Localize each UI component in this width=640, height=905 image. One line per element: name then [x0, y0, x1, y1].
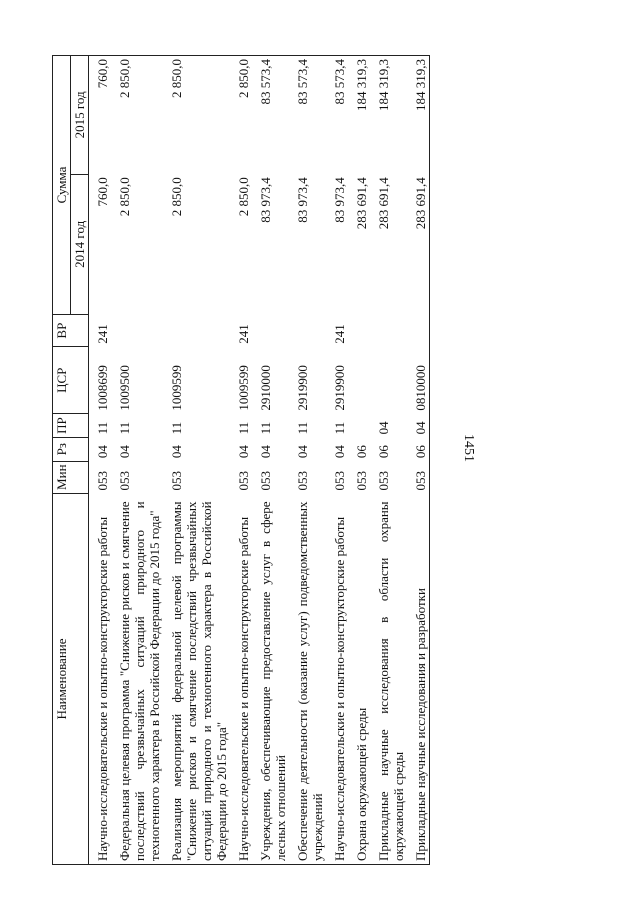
cell-vr: [348, 314, 370, 346]
cell-min: 053: [332, 470, 347, 491]
cell-vr: 241: [332, 324, 347, 344]
cell-name: Реализация мероприятий федеральной целевой программы "Снижение рисков и смягчение последствий чрезвычайных ситуаций природного и техногенного характера в Российской Федерации до 2015 года": [163, 493, 230, 864]
cell-rz: 06: [354, 445, 369, 459]
cell-rz: 06: [376, 445, 391, 459]
cell-rz: 06: [407, 437, 430, 461]
cell-pr: 11: [332, 421, 347, 435]
cell-min: 053: [95, 470, 110, 491]
cell-vr: 241: [95, 324, 110, 344]
cell-csr: 2919900: [295, 365, 310, 411]
cell-sum-2014: 2 850,0: [117, 177, 132, 217]
cell-name: Прикладные научные исследования в области охраны окружающей среды: [370, 493, 407, 864]
cell-min: 053: [376, 470, 391, 491]
page-number: 1451: [461, 434, 476, 462]
table-row: [370, 56, 407, 865]
table-header: [53, 56, 89, 865]
table-row: [163, 56, 230, 865]
cell-name: Обеспечение деятельности (оказание услуг) подведомственных учреждений: [289, 493, 326, 864]
cell-pr: 11: [295, 421, 310, 435]
table-row: [111, 56, 163, 865]
cell-min: 053: [407, 461, 430, 493]
cell-rz: 04: [295, 445, 310, 459]
cell-pr: 11: [236, 421, 251, 435]
cell-sum-2015: 184 319,3: [370, 56, 407, 175]
cell-vr: [370, 314, 407, 346]
cell-sum-2014: 83 973,4: [258, 177, 273, 223]
cell-csr: 1009599: [236, 365, 251, 411]
cell-sum-2014: 2 850,0: [169, 177, 184, 217]
header-2014: 2014 год: [71, 174, 89, 314]
cell-min: 053: [236, 470, 251, 491]
cell-pr: 11: [117, 421, 132, 435]
cell-csr: 1009500: [117, 365, 132, 411]
cell-min: 053: [258, 470, 273, 491]
cell-sum-2014: 283 691,4: [376, 177, 391, 230]
cell-vr: [163, 314, 230, 346]
cell-sum-2015: 2 850,0: [111, 56, 163, 175]
cell-pr: 11: [95, 421, 110, 435]
header-vr: ВР: [53, 314, 89, 346]
cell-name: Научно-исследовательские и опытно-конструкторские работы: [326, 493, 348, 864]
table-row: [348, 56, 370, 865]
header-2015: 2015 год: [71, 56, 89, 175]
table-row: [326, 56, 348, 865]
budget-table: [52, 55, 430, 865]
cell-vr: [407, 314, 430, 346]
cell-rz: 04: [95, 445, 110, 459]
cell-min: 053: [354, 470, 369, 491]
cell-name: Охрана окружающей среды: [348, 493, 370, 864]
cell-csr: 2919900: [332, 365, 347, 411]
cell-rz: 04: [258, 445, 273, 459]
table-body: [89, 56, 430, 865]
cell-min: 053: [169, 470, 184, 491]
cell-sum-2014: 83 973,4: [295, 177, 310, 223]
header-csr: ЦСР: [53, 347, 89, 414]
cell-csr: 2910000: [258, 365, 273, 411]
cell-name: Прикладные научные исследования и разработки: [407, 493, 430, 864]
cell-sum-2015: 184 319,3: [407, 56, 430, 175]
cell-pr: 04: [407, 414, 430, 438]
cell-name: Учреждения, обеспечивающие предоставление услуг в сфере лесных отношений: [252, 493, 289, 864]
cell-name: Федеральная целевая программа "Снижение рисков и смягчение последствий чрезвычайных ситуаций природного и техногенного характера в Российской Федерации до 2015 года": [111, 493, 163, 864]
cell-sum-2015: 83 573,4: [326, 56, 348, 175]
cell-sum-2015: 2 850,0: [230, 56, 252, 175]
cell-sum-2015: 760,0: [89, 56, 112, 175]
cell-csr: [370, 347, 407, 414]
cell-pr: 04: [376, 421, 391, 435]
cell-sum-2014: 83 973,4: [332, 177, 347, 223]
cell-rz: 04: [236, 445, 251, 459]
cell-rz: 04: [117, 445, 132, 459]
header-min: Мин: [53, 461, 89, 493]
cell-vr: 241: [236, 324, 251, 344]
cell-name: Научно-исследовательские и опытно-конструкторские работы: [230, 493, 252, 864]
table-row: [252, 56, 289, 865]
cell-sum-2014: 283 691,4: [354, 177, 369, 230]
cell-pr: 11: [258, 421, 273, 435]
cell-csr: 0810000: [407, 347, 430, 414]
cell-pr: [348, 414, 370, 438]
cell-rz: 04: [169, 445, 184, 459]
cell-sum-2014: 283 691,4: [407, 174, 430, 314]
header-rz: Рз: [53, 437, 89, 461]
budget-table-page: [52, 55, 572, 865]
cell-vr: [111, 314, 163, 346]
cell-csr: 1008699: [95, 365, 110, 411]
header-pr: ПР: [53, 414, 89, 438]
cell-min: 053: [117, 470, 132, 491]
table-row: [407, 56, 430, 865]
cell-csr: 1009599: [169, 365, 184, 411]
cell-vr: [289, 314, 326, 346]
cell-sum-2015: 184 319,3: [348, 56, 370, 175]
cell-min: 053: [295, 470, 310, 491]
header-sum: Сумма: [53, 56, 71, 315]
cell-sum-2014: 760,0: [95, 177, 110, 207]
table-row: [230, 56, 252, 865]
cell-sum-2015: 83 573,4: [252, 56, 289, 175]
cell-sum-2015: 2 850,0: [163, 56, 230, 175]
cell-vr: [252, 314, 289, 346]
cell-rz: 04: [332, 445, 347, 459]
table-row: [89, 56, 112, 865]
cell-sum-2015: 83 573,4: [289, 56, 326, 175]
header-name: Наименование: [53, 493, 89, 864]
cell-csr: [348, 347, 370, 414]
cell-sum-2014: 2 850,0: [236, 177, 251, 217]
table-row: [289, 56, 326, 865]
cell-pr: 11: [169, 421, 184, 435]
cell-name: Научно-исследовательские и опытно-конструкторские работы: [89, 493, 112, 864]
